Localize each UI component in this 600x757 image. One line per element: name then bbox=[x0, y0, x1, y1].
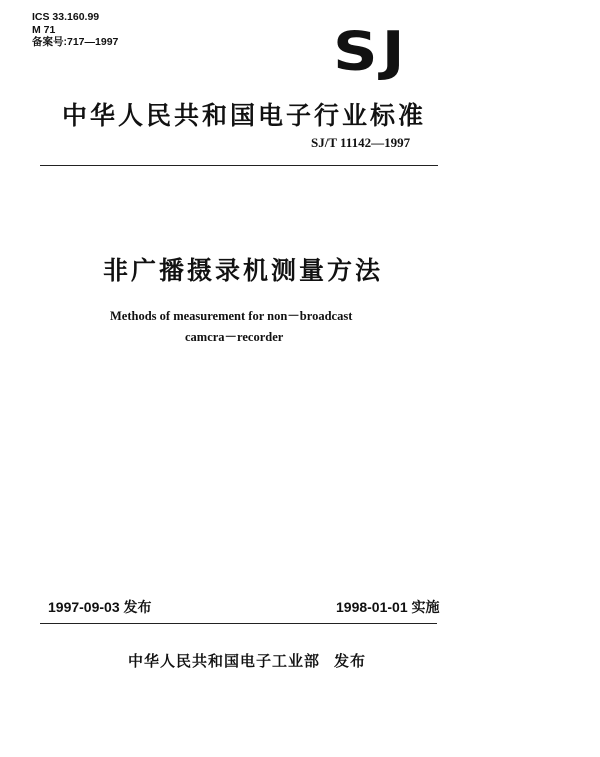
ics-code: ICS 33.160.99 bbox=[32, 11, 100, 23]
sj-logo: SJ bbox=[333, 19, 409, 83]
issue-date: 1997-09-03 发布 bbox=[48, 599, 152, 615]
implementation-date: 1998-01-01 实施 bbox=[336, 599, 440, 615]
document-title-cn: 非广播摄录机测量方法 bbox=[103, 256, 384, 285]
filing-number: 备案号:717—1997 bbox=[32, 36, 119, 48]
category-code: M 71 bbox=[32, 23, 56, 36]
classification-block bbox=[32, 11, 118, 49]
document-title-en-line1: Methods of measurement for non－broadcast bbox=[110, 309, 353, 323]
standard-number: SJ/T 11142—1997 bbox=[311, 135, 411, 150]
issuer-line bbox=[128, 650, 366, 671]
standard-family-title: 中华人民共和国电子行业标准 bbox=[62, 101, 427, 130]
bottom-divider bbox=[40, 623, 437, 624]
top-divider bbox=[40, 165, 438, 166]
document-title-en-line2: camcra－recorder bbox=[185, 330, 284, 344]
issuer-organization: 中华人民共和国电子工业部 bbox=[128, 652, 321, 670]
issuer-action: 发布 bbox=[334, 652, 367, 670]
